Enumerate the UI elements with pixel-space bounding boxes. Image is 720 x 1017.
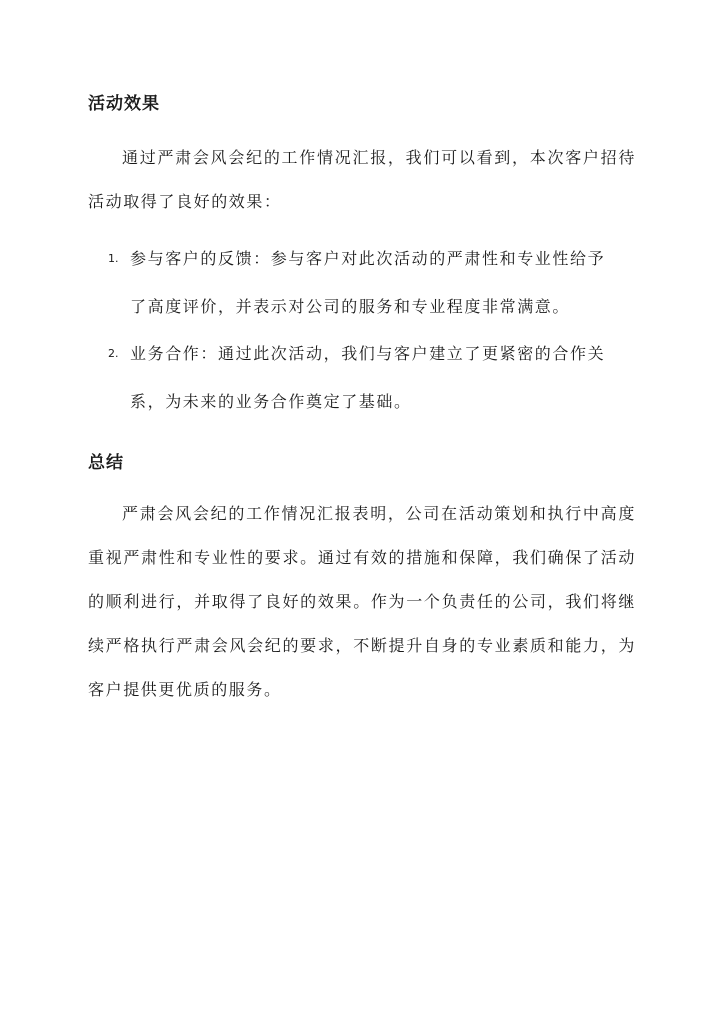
section-heading-effects: 活动效果 xyxy=(88,94,160,114)
list-item-number: 1. xyxy=(108,252,119,265)
summary-paragraph: 严肃会风会纪的工作情况汇报表明，公司在活动策划和执行中高度重视严肃性和专业性的要求。通过有效的措施和保障，我们确保了活动的顺利进行，并取得了良好的效果。作为一个负责任的公司，我们将继续严格执行严肃会风会纪的要求，不断提升自身的专业素质和能力，为客户提供更优质的服务。 xyxy=(88,504,636,699)
list-item-text: 参与客户的反馈：参与客户对此次活动的严肃性和专业性给予了高度评价，并表示对公司的服务和专业程度非常满意。 xyxy=(130,249,606,316)
list-item-text: 业务合作：通过此次活动，我们与客户建立了更紧密的合作关系，为未来的业务合作奠定了基础。 xyxy=(130,344,606,411)
effects-intro-paragraph: 通过严肃会风会纪的工作情况汇报，我们可以看到，本次客户招待活动取得了良好的效果： xyxy=(88,148,636,211)
section-heading-summary: 总结 xyxy=(88,453,124,473)
list-item-number: 2. xyxy=(108,347,119,360)
